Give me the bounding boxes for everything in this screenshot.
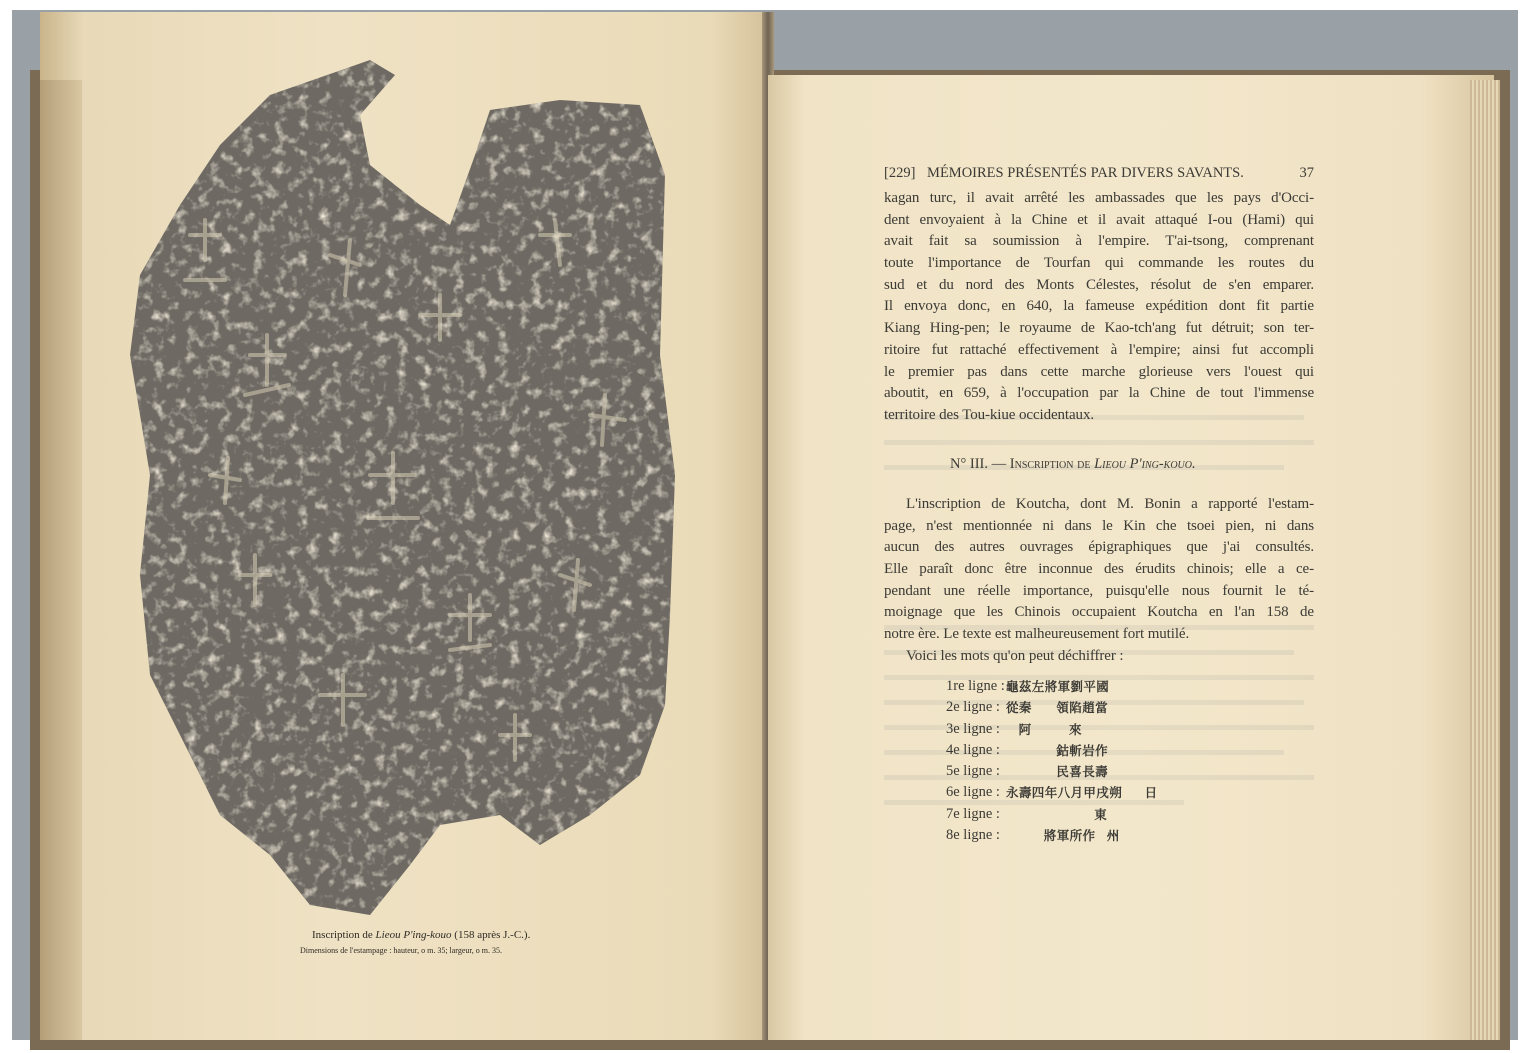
inscription-line <box>946 719 1246 740</box>
inscription-line-label: 2e ligne : <box>946 699 1000 716</box>
inscription-rubbing-image <box>120 55 680 925</box>
running-header <box>884 165 1314 182</box>
header-title: MÉMOIRES PRÉSENTÉS PAR DIVERS SAVANTS. <box>927 165 1244 181</box>
inscription-line <box>946 804 1246 825</box>
section-number: N° III. — <box>950 456 1010 472</box>
inscription-line-label: 7e ligne : <box>946 805 1000 822</box>
caption-dimensions: Dimensions de l'estampage : hauteur, o m. 35; largeur, o m. 35. <box>300 946 502 955</box>
inscription-line <box>946 825 1246 846</box>
text-line: Kiang Hing-pen; le royaume de Kao-tch'ang fut détruit; son ter- <box>884 320 1314 337</box>
text-line: dent envoyaient à la Chine et il avait attaqué I-ou (Hami) qui <box>884 211 1314 228</box>
header-reference: [229] <box>884 165 916 181</box>
inscription-line-label: 4e ligne : <box>946 741 1000 758</box>
text-line: ritoire fut rattaché effectivement à l'empire; ainsi fut accompli <box>884 341 1314 358</box>
chinese-characters: 鈷斬岩作 <box>1056 742 1108 758</box>
chinese-characters: 東 <box>1094 806 1108 822</box>
text-line: avait fait sa soumission à l'empire. T'ai-tsong, comprenant <box>884 233 1314 250</box>
chinese-characters: 從秦 <box>1006 700 1032 716</box>
text-line: aucun des autres ouvrages épigraphiques que j'ai consultés. <box>884 539 1314 556</box>
chinese-characters: 來 <box>1069 721 1082 737</box>
chinese-characters: 將軍所作 <box>1043 828 1096 844</box>
inscription-line <box>946 782 1246 803</box>
inscription-line-label: 1re ligne : <box>946 678 1005 694</box>
text-line: le premier pas dans cette marche glorieuse vers l'ouest qui <box>884 363 1314 380</box>
inscription-line-label: 8e ligne : <box>946 827 1000 844</box>
text-line: Il envoya donc, en 640, la fameuse expédition dont fit partie <box>884 298 1314 315</box>
right-page-edge <box>1470 80 1500 1040</box>
text-line: kagan turc, il avait arrêté les ambassades que les pays d'Occi- <box>884 190 1314 206</box>
text-line: Voici les mots qu'on peut déchiffrer : <box>906 647 1124 664</box>
section-label: Inscription de <box>1009 456 1095 472</box>
text-line: aboutit, en 659, à l'occupation par la Chine de tout l'immense <box>884 385 1314 402</box>
chinese-characters: 領陷趙當 <box>1056 700 1108 716</box>
inscription-line-label: 3e ligne : <box>946 720 1000 737</box>
text-line: moignage que les Chinois occupaient Koutcha en l'an 158 de <box>884 604 1314 621</box>
inscription-line <box>946 676 1246 697</box>
chinese-characters: 阿 <box>1018 721 1032 737</box>
left-page-edge <box>40 80 82 1040</box>
inscription-line <box>946 740 1246 761</box>
caption-date: (158 après J.-C.). <box>451 929 531 941</box>
section-heading <box>950 456 1196 473</box>
chinese-characters: 龜茲左將軍劉平國 <box>1006 679 1110 694</box>
inscription-line <box>946 697 1246 718</box>
chinese-characters: 日 <box>1144 785 1158 801</box>
chinese-characters: 民喜長壽 <box>1056 764 1108 780</box>
inscription-lines-list <box>946 676 1246 846</box>
paragraph-inscription <box>884 494 1314 668</box>
figure-caption <box>300 928 552 958</box>
text-line: pendant une réelle importance, puisqu'elle nous fournit le té- <box>884 582 1314 599</box>
inscription-line-label: 5e ligne : <box>946 763 1000 780</box>
chinese-characters: 永壽四年八月甲戌朔 <box>1006 785 1123 801</box>
text-line: sud et du nord des Monts Célestes, résolut de s'en emparer. <box>884 276 1314 293</box>
inscription-line <box>946 761 1246 782</box>
page-number: 37 <box>1299 165 1314 181</box>
caption-name: Lieou P'ing-kouo <box>375 929 452 941</box>
text-line: toute l'importance de Tourfan qui commande les routes du <box>884 255 1314 272</box>
paragraph-history <box>884 188 1314 427</box>
text-line: L'inscription de Koutcha, dont M. Bonin a rapporté l'estam- <box>906 496 1314 512</box>
chinese-characters: 州 <box>1106 828 1120 844</box>
text-line: notre ère. Le texte est malheureusement fort mutilé. <box>884 626 1190 643</box>
text-line: page, n'est mentionnée ni dans le Kin che tsoei pien, ni dans <box>884 517 1314 534</box>
section-name: Lieou P'ing-kouo. <box>1094 456 1196 472</box>
text-line: territoire des Tou-kiue occidentaux. <box>884 406 1094 423</box>
inscription-line-label: 6e ligne : <box>946 784 1000 801</box>
text-line: Elle paraît donc être inconnue des érudits chinois; elle a ce- <box>884 561 1314 578</box>
caption-prefix: Inscription de <box>312 929 376 941</box>
